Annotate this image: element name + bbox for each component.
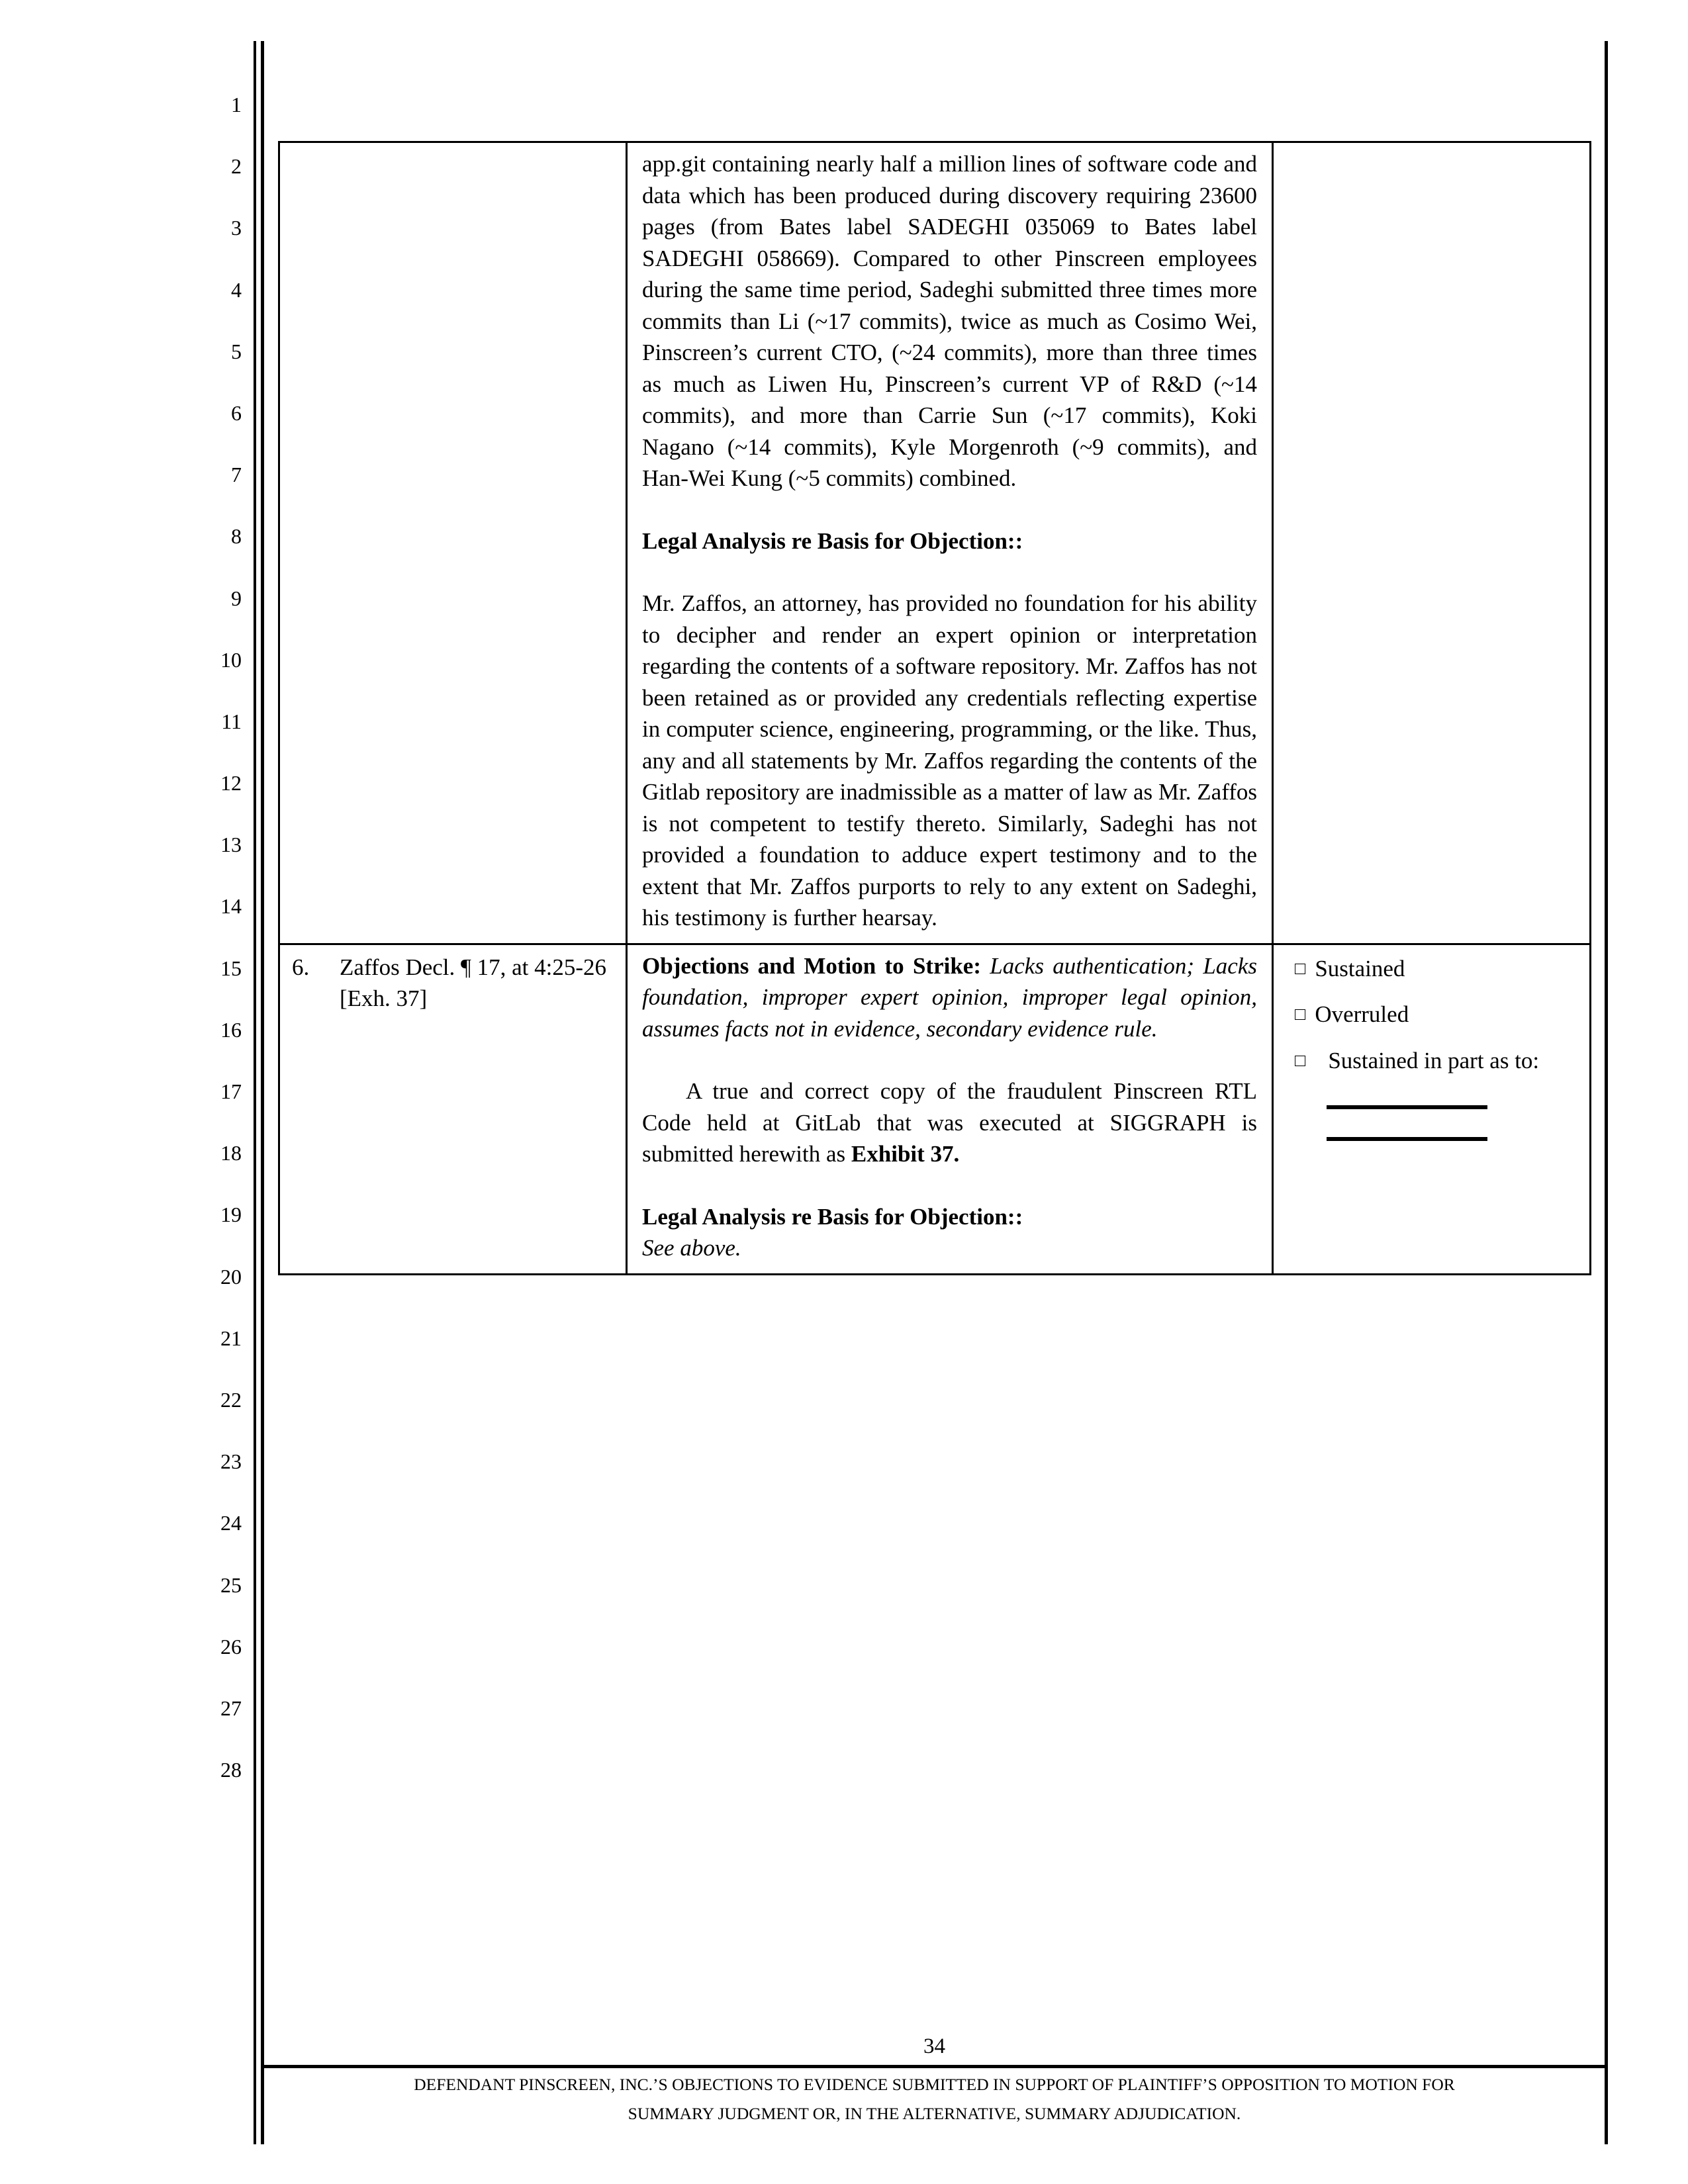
line-number: 10 xyxy=(220,647,242,672)
evidence-reference-cell xyxy=(279,944,627,1274)
line-number: 8 xyxy=(231,524,242,549)
line-number: 21 xyxy=(220,1326,242,1350)
legal-analysis-heading: Legal Analysis re Basis for Objection:: xyxy=(642,527,1023,554)
line-number: 18 xyxy=(220,1141,242,1165)
line-number: 15 xyxy=(220,956,242,980)
objection-body-cell xyxy=(627,944,1273,1274)
objections-table xyxy=(278,141,1591,1275)
line-number-gutter xyxy=(179,74,242,1801)
line-number: 25 xyxy=(220,1572,242,1597)
line-number: 2 xyxy=(231,154,242,179)
legal-analysis-paragraph: See above. xyxy=(642,1235,741,1261)
ruling-option-label: Overruled xyxy=(1315,1001,1409,1027)
line-number: 14 xyxy=(220,894,242,919)
checkbox-icon[interactable]: □ xyxy=(1295,1050,1306,1070)
line-number: 28 xyxy=(220,1758,242,1782)
ruling-cell xyxy=(1273,142,1591,944)
ruling-write-in-line[interactable] xyxy=(1327,1105,1487,1109)
evidence-reference xyxy=(292,952,614,1015)
left-margin-rule-inner xyxy=(261,41,264,2144)
reference-number: 6. xyxy=(292,954,310,980)
line-number: 26 xyxy=(220,1634,242,1659)
line-number: 22 xyxy=(220,1387,242,1412)
left-margin-rule-outer xyxy=(254,41,256,2144)
ruling-option-label: Sustained xyxy=(1315,955,1405,981)
line-number: 27 xyxy=(220,1696,242,1720)
line-number: 16 xyxy=(220,1017,242,1042)
line-number: 13 xyxy=(220,833,242,857)
ruling-write-in-line[interactable] xyxy=(1327,1137,1487,1141)
continued-paragraph: app.git containing nearly half a million lines of software code and data which has been produced during discovery requiring 23600 pages (from Bates label SADEGHI 035069 to Bates label SADEGHI 058669). Compared to other Pinscreen employees during the same time period, Sadeghi submitted three times more commits than Li (~17 commits), twice as much as Cosimo Wei, Pinscreen’s current CTO, (~24 commits), more than three times as much as Liwen Hu, Pinscreen’s current VP of R&D (~14 commits), and more than Carrie Sun (~17 commits), Koki Nagano (~14 commits), Kyle Morgenroth (~9 commits), and Han-Wei Kung (~5 commits) combined. xyxy=(642,151,1257,491)
line-number: 7 xyxy=(231,463,242,487)
paragraph-spacer xyxy=(642,557,1257,588)
table-row xyxy=(279,944,1591,1274)
ruling-option-sustained-in-part[interactable] xyxy=(1295,1045,1576,1077)
footer-caption-line-2: SUMMARY JUDGMENT OR, IN THE ALTERNATIVE, SUMMARY ADJUDICATION. xyxy=(628,2104,1241,2123)
paragraph-spacer xyxy=(642,494,1257,525)
page-footer xyxy=(264,2033,1605,2126)
checkbox-icon[interactable]: □ xyxy=(1295,1004,1306,1024)
objection-paragraph xyxy=(642,950,1257,1045)
line-number: 24 xyxy=(220,1511,242,1535)
reference-citation: Zaffos Decl. ¶ 17, at 4:25-26 [Exh. 37] xyxy=(340,954,607,1011)
paragraph-spacer xyxy=(642,1170,1257,1201)
paragraph-spacer xyxy=(642,1044,1257,1075)
line-number: 3 xyxy=(231,216,242,240)
line-number: 5 xyxy=(231,339,242,363)
line-number: 1 xyxy=(231,93,242,116)
table-row xyxy=(279,142,1591,944)
footer-caption-line-1: DEFENDANT PINSCREEN, INC.’S OBJECTIONS TO EVIDENCE SUBMITTED IN SUPPORT OF PLAINTIFF’S OPPOSITION TO MOTION FOR xyxy=(414,2075,1455,2094)
line-number: 20 xyxy=(220,1264,242,1289)
objection-body-cell xyxy=(627,142,1273,944)
line-number: 12 xyxy=(220,771,242,796)
line-number: 11 xyxy=(221,709,242,733)
right-margin-rule xyxy=(1605,41,1608,2144)
legal-analysis-heading: Legal Analysis re Basis for Objection:: xyxy=(642,1203,1023,1230)
ruling-option-label: Sustained in part as to: xyxy=(1328,1047,1540,1073)
line-number: 4 xyxy=(231,277,242,302)
objection-label: Objections and Motion to Strike: xyxy=(642,952,981,979)
objection-grounds: Lacks authentication; Lacks foundation, improper expert opinion, improper legal opinion, assumes facts not in evidence, secondary evidence rule. xyxy=(642,952,1257,1042)
line-number: 17 xyxy=(220,1079,242,1103)
ruling-option-sustained[interactable] xyxy=(1295,953,1576,985)
legal-analysis-paragraph: Mr. Zaffos, an attorney, has provided no foundation for his ability to decipher and render an expert opinion or interpretation regarding the contents of a software repository. Mr. Zaffos has not been retained as or provided any credentials reflecting expertise in computer science, engineering, programming, or the like. Thus, any and all statements by Mr. Zaffos regarding the contents of the Gitlab repository are inadmissible as a matter of law as Mr. Zaffos is not competent to testify thereto. Similarly, Sadeghi has not provided a foundation to adduce expert testimony and to the extent that Mr. Zaffos purports to rely to any extent on Sadeghi, his testimony is further hearsay. xyxy=(642,590,1257,931)
ruling-cell xyxy=(1273,944,1591,1274)
line-number: 9 xyxy=(231,586,242,610)
line-number: 19 xyxy=(220,1203,242,1227)
line-number: 23 xyxy=(220,1449,242,1474)
quoted-evidence-paragraph xyxy=(642,1075,1257,1170)
exhibit-reference: Exhibit 37. xyxy=(851,1141,960,1167)
page-number: 34 xyxy=(923,2034,945,2058)
line-number: 6 xyxy=(231,400,242,425)
checkbox-icon[interactable]: □ xyxy=(1295,958,1306,978)
ruling-option-overruled[interactable] xyxy=(1295,999,1576,1030)
evidence-reference-cell xyxy=(279,142,627,944)
quoted-evidence-text: A true and correct copy of the fraudulent Pinscreen RTL Code held at GitLab that was executed at SIGGRAPH is submitted herewith as xyxy=(642,1078,1257,1167)
